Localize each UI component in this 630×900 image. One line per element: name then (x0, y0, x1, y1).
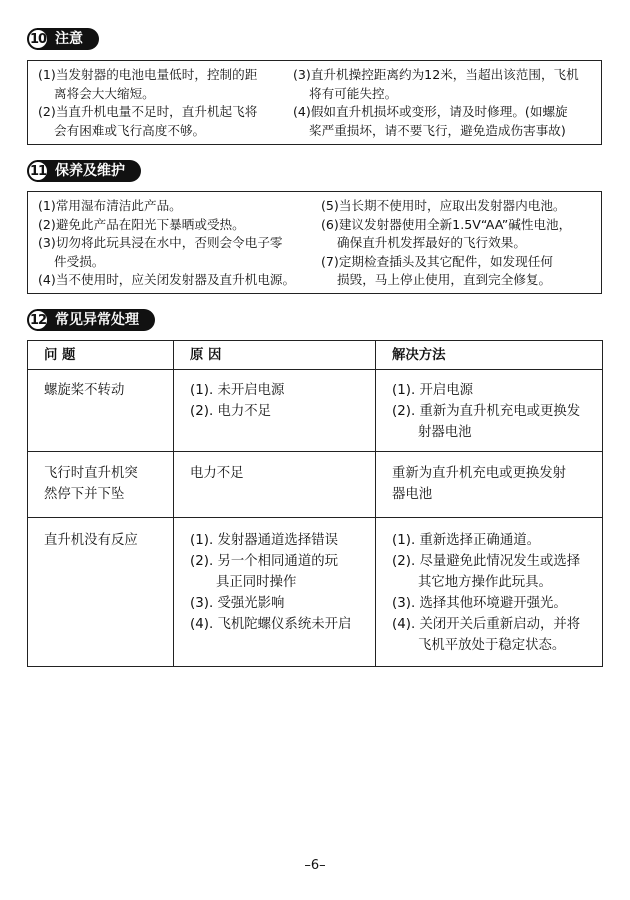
section-header-notice (27, 27, 99, 51)
problem-cell (28, 370, 174, 452)
page-number: –6– (304, 858, 326, 873)
notice-left-column (38, 66, 310, 140)
notice-line: 离将会大大缩短。 (54, 85, 155, 101)
solution-cell (376, 518, 603, 667)
notice-line: (3)直升机操控距离约为12米，当超出该范围，飞机 (293, 67, 579, 82)
cause-text: (2). 电力不足 (190, 404, 272, 419)
maintenance-box (27, 191, 602, 294)
header-cause: 原 因 (174, 341, 376, 370)
solution-text: 飞机平放处于稳定状态。 (418, 638, 566, 653)
section-number-badge: 10 (27, 28, 49, 50)
section-header-troubleshoot (27, 308, 155, 332)
troubleshoot-table (27, 340, 603, 667)
maintenance-line: (7)定期检查插头及其它配件，如发现任何 (321, 253, 553, 269)
problem-text: 直升机没有反应 (44, 533, 138, 548)
problem-text: 飞行时直升机突 (44, 466, 138, 481)
notice-box (27, 60, 602, 145)
notice-line: (2)当直升机电量不足时，直升机起飞将 (38, 104, 258, 119)
solution-text: 重新为直升机充电或更换发射 (392, 466, 567, 481)
header-problem: 问 题 (28, 341, 174, 370)
cause-text: (2). 另一个相同通道的玩 (190, 554, 338, 569)
maintenance-line: 件受损。 (54, 253, 105, 269)
cause-text: 电力不足 (190, 466, 244, 481)
solution-text: (1). 重新选择正确通道。 (392, 533, 540, 548)
solution-text: (2). 尽量避免此情况发生或选择 (392, 554, 581, 569)
cause-text: (1). 发射器通道选择错误 (190, 533, 338, 548)
section-number-badge: 12 (27, 309, 49, 331)
problem-text: 然停下并下坠 (44, 487, 125, 502)
notice-line: (4)假如直升机损坏或变形，请及时修理。(如螺旋 (293, 104, 568, 119)
notice-right-column (293, 66, 598, 140)
solution-text: 其它地方操作此玩具。 (418, 575, 552, 590)
problem-cell (28, 518, 174, 667)
cause-text: 具正同时操作 (216, 575, 297, 590)
maintenance-left-column (38, 197, 323, 290)
cause-cell (174, 370, 376, 452)
solution-text: (4). 关闭开关后重新启动，并将 (392, 617, 581, 632)
solution-text: (2). 重新为直升机充电或更换发 (392, 404, 581, 419)
solution-text: 器电池 (392, 487, 433, 502)
maintenance-line: (4)当不使用时，应关闭发射器及直升机电源。 (38, 272, 296, 287)
maintenance-right-column (321, 197, 601, 290)
cause-text: (4). 飞机陀螺仪系统未开启 (190, 617, 352, 632)
solution-cell (376, 370, 603, 452)
maintenance-line: (2)避免此产品在阳光下暴晒或受热。 (38, 216, 245, 232)
table-header-row (28, 341, 603, 370)
header-solution: 解决方法 (376, 341, 603, 370)
problem-cell (28, 452, 174, 518)
section-header-maintenance (27, 159, 141, 183)
solution-text: (3). 选择其他环境避开强光。 (392, 596, 567, 611)
notice-line: 将有可能失控。 (309, 85, 398, 101)
maintenance-line: 损毁，马上停止使用，直到完全修复。 (337, 272, 552, 287)
maintenance-line: (6)建议发射器使用全新1.5V“AA”碱性电池， (321, 216, 572, 232)
cause-cell (174, 518, 376, 667)
cause-text: (3). 受强光影响 (190, 596, 285, 611)
notice-line: 会有困难或飞行高度不够。 (54, 122, 206, 138)
cause-cell (174, 452, 376, 518)
maintenance-line: 确保直升机发挥最好的飞行效果。 (337, 235, 526, 250)
section-title: 保养及维护 (37, 160, 141, 182)
maintenance-line: (3)切勿将此玩具浸在水中，否则会令电子零 (38, 235, 283, 250)
table-row (28, 452, 603, 518)
solution-text: (1). 开启电源 (392, 383, 474, 398)
problem-text: 螺旋桨不转动 (44, 383, 125, 398)
maintenance-line: (5)当长期不使用时，应取出发射器内电池。 (321, 198, 566, 213)
notice-line: 桨严重损坏，请不要飞行，避免造成伤害事故) (309, 122, 566, 138)
section-title: 常见异常处理 (37, 309, 155, 331)
section-title: 注意 (37, 28, 99, 50)
notice-line: (1)当发射器的电池电量低时，控制的距 (38, 67, 258, 82)
table-row (28, 518, 603, 667)
section-number-badge: 11 (27, 160, 49, 182)
maintenance-line: (1)常用湿布清洁此产品。 (38, 198, 182, 213)
solution-text: 射器电池 (418, 425, 472, 440)
table-row (28, 370, 603, 452)
cause-text: (1). 未开启电源 (190, 383, 285, 398)
solution-cell (376, 452, 603, 518)
